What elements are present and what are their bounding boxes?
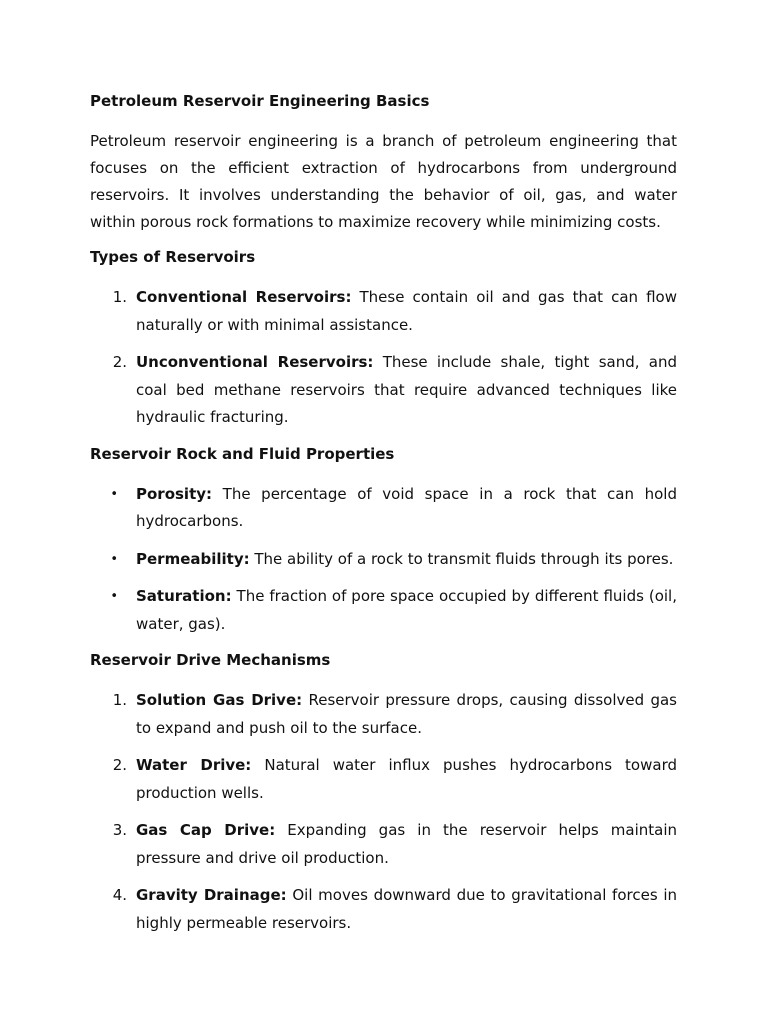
item-term: Water Drive: xyxy=(136,756,252,774)
item-term: Solution Gas Drive: xyxy=(136,691,303,709)
list-number: 2. xyxy=(112,353,127,371)
bullet-icon: • xyxy=(110,551,118,567)
item-term: Conventional Reservoirs: xyxy=(136,288,352,306)
bullet-icon: • xyxy=(110,486,118,502)
drive-mechanisms-list xyxy=(90,687,677,937)
item-term: Permeability: xyxy=(136,549,250,568)
item-text: Reservoir pressure drops, causing dissolved gas to expand and push oil to the surface. xyxy=(136,691,677,737)
page-title: Petroleum Reservoir Engineering Basics xyxy=(90,92,430,110)
list-number: 1. xyxy=(112,691,127,709)
list-item xyxy=(90,481,677,536)
list-item xyxy=(90,817,677,872)
section-heading-types: Types of Reservoirs xyxy=(90,248,256,266)
list-item xyxy=(90,687,677,742)
item-text: Expanding gas in the reservoir helps maintain pressure and drive oil production. xyxy=(136,821,677,867)
item-term: Gravity Drainage: xyxy=(136,886,287,904)
item-text: The percentage of void space in a rock that can hold hydrocarbons. xyxy=(136,484,677,530)
item-term: Unconventional Reservoirs: xyxy=(136,353,374,371)
list-item xyxy=(90,349,677,432)
list-number: 1. xyxy=(112,288,127,306)
list-item xyxy=(90,752,677,807)
item-term: Porosity: xyxy=(136,484,213,503)
item-text: Oil moves downward due to gravitational forces in highly permeable reservoirs. xyxy=(136,886,677,932)
item-text: The ability of a rock to transmit fluids through its pores. xyxy=(249,549,674,568)
list-item xyxy=(90,546,677,574)
list-number: 2. xyxy=(112,756,127,774)
item-term: Gas Cap Drive: xyxy=(136,821,276,839)
list-item xyxy=(90,882,677,937)
item-text: Natural water influx pushes hydrocarbons toward production wells. xyxy=(136,756,677,802)
section-heading-drive-mechanisms: Reservoir Drive Mechanisms xyxy=(90,651,331,669)
item-text: These include shale, tight sand, and coal bed methane reservoirs that require advanced techniques like hydraulic fracturing. xyxy=(136,353,677,426)
item-text: The fraction of pore space occupied by different fluids (oil, water, gas). xyxy=(136,587,677,633)
intro-paragraph: Petroleum reservoir engineering is a branch of petroleum engineering that focuses on the efficient extraction of hydrocarbons from underground reservoirs. It involves understanding the behavior of oil, gas, and water within porous rock formations to maximize recovery while minimizing costs. xyxy=(90,132,677,231)
list-item xyxy=(90,284,677,339)
bullet-icon: • xyxy=(110,589,118,604)
section-heading-properties: Reservoir Rock and Fluid Properties xyxy=(90,444,395,463)
reservoir-types-list xyxy=(90,284,677,432)
list-number: 4. xyxy=(112,886,127,904)
list-item xyxy=(90,583,677,638)
item-text: These contain oil and gas that can flow naturally or with minimal assistance. xyxy=(136,288,677,334)
properties-list xyxy=(90,481,677,639)
list-number: 3. xyxy=(112,821,127,839)
item-term: Saturation: xyxy=(136,587,232,605)
